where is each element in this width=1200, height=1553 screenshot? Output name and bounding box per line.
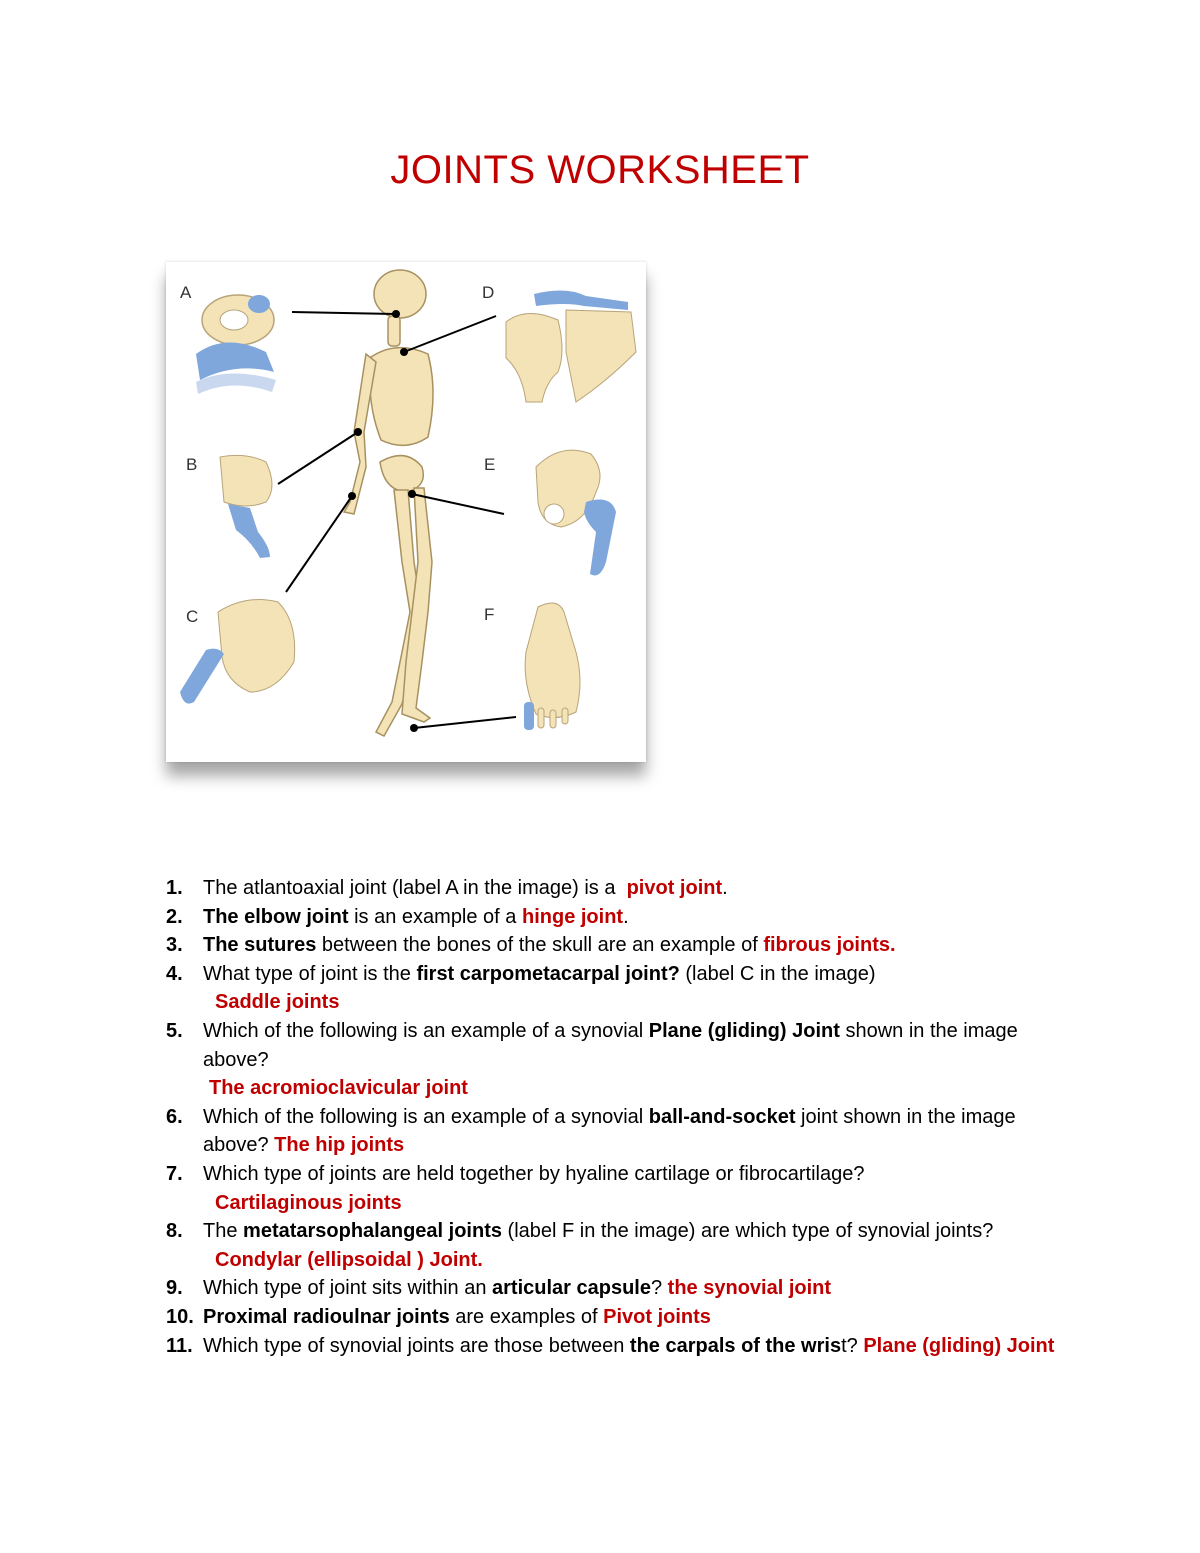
acromioclavicular-joint-illustration bbox=[506, 290, 636, 402]
elbow-joint-illustration bbox=[220, 455, 272, 558]
question-6: 6. Which of the following is an example of a synovial ball-and-socket joint shown in the image above? The hip joints bbox=[166, 1105, 1016, 1157]
question-1: 1. The atlantoaxial joint (label A in the image) is a pivot joint. bbox=[166, 877, 728, 899]
skeleton-joints-figure bbox=[166, 262, 646, 762]
question-9: 9. Which type of joint sits within an articular capsule? the synovial joint bbox=[166, 1277, 832, 1300]
answer-9: the synovial joint bbox=[667, 1277, 832, 1300]
skeleton-figure bbox=[344, 270, 433, 736]
answer-7: Cartilaginous joints bbox=[215, 1191, 402, 1214]
label-a: A bbox=[180, 283, 192, 302]
answer-6: The hip joints bbox=[274, 1134, 405, 1157]
label-c: C bbox=[186, 607, 199, 626]
question-7: 7. Which type of joints are held together by hyaline cartilage or fibrocartilage? Cartilaginous joints bbox=[166, 1162, 865, 1214]
question-10: 10. Proximal radioulnar joints are examples of Pivot joints bbox=[166, 1305, 711, 1328]
question-5: 5. Which of the following is an example of a synovial Plane (gliding) Joint shown in the image above? The acromioclavicular joint bbox=[166, 1019, 1018, 1100]
question-4: 4. What type of joint is the first carpometacarpal joint? (label C in the image) Saddle joints bbox=[166, 962, 876, 1014]
hip-joint-illustration bbox=[536, 450, 616, 575]
answer-2: hinge joint bbox=[521, 905, 624, 928]
atlantoaxial-joint-illustration bbox=[196, 295, 276, 394]
question-11: 11. Which type of synovial joints are those between the carpals of the wrist? Plane (gliding) Joint bbox=[166, 1334, 1055, 1357]
metatarsophalangeal-joint-illustration bbox=[524, 603, 580, 730]
skeleton-diagram bbox=[166, 262, 646, 762]
answer-4: Saddle joints bbox=[215, 991, 340, 1014]
label-f: F bbox=[484, 605, 495, 624]
page-title: JOINTS WORKSHEET bbox=[390, 148, 810, 192]
answer-3: fibrous joints. bbox=[763, 934, 896, 957]
answer-10: Pivot joints bbox=[603, 1305, 711, 1328]
questions-list bbox=[166, 874, 1066, 1360]
label-e: E bbox=[484, 455, 496, 474]
question-2: 2. The elbow joint is an example of a hinge joint. bbox=[166, 905, 629, 928]
answer-5: The acromioclavicular joint bbox=[209, 1077, 468, 1100]
answer-1: pivot joint bbox=[626, 877, 723, 899]
answer-8: Condylar (ellipsoidal ) Joint. bbox=[215, 1248, 483, 1271]
label-b: B bbox=[186, 455, 198, 474]
question-8: 8. The metatarsophalangeal joints (label F in the image) are which type of synovial joints? Condylar (ellipsoidal ) Joint. bbox=[166, 1220, 994, 1271]
question-3: 3. The sutures between the bones of the skull are an example of fibrous joints. bbox=[166, 934, 896, 957]
answer-11: Plane (gliding) Joint bbox=[863, 1334, 1055, 1357]
label-d: D bbox=[482, 283, 495, 302]
